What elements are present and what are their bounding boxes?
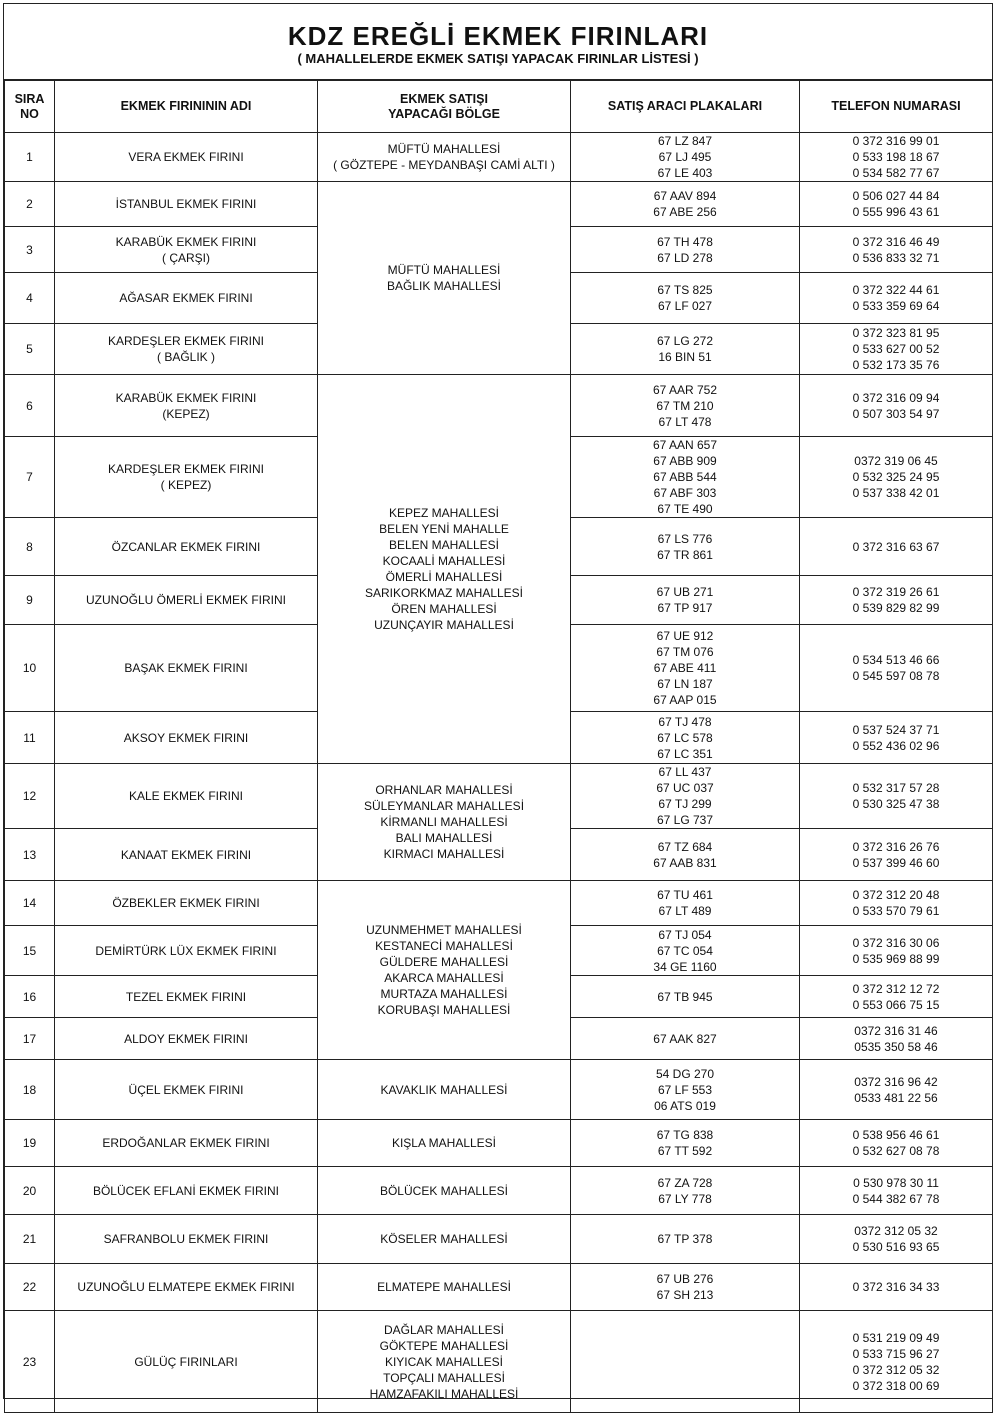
bakery-name: UZUNOĞLU ÖMERLİ EKMEK FIRINI (55, 576, 318, 625)
sales-region: KÖSELER MAHALLESİ (318, 1215, 571, 1264)
phone-numbers: 0372 316 31 46 0535 350 58 46 (800, 1018, 993, 1060)
bakery-name: KANAAT EKMEK FIRINI (55, 829, 318, 881)
row-number: 12 (5, 764, 55, 829)
phone-numbers: 0 372 316 34 33 (800, 1264, 993, 1311)
sales-region: MÜFTÜ MAHALLESİ BAĞLIK MAHALLESİ (318, 182, 571, 375)
table-row (5, 1167, 993, 1215)
bakery-name: AKSOY EKMEK FIRINI (55, 712, 318, 764)
vehicle-plates: 67 TP 378 (571, 1215, 800, 1264)
row-number: 9 (5, 576, 55, 625)
phone-numbers: 0 537 524 37 71 0 552 436 02 96 (800, 712, 993, 764)
column-header-no: SIRA NO (5, 81, 55, 133)
table-row (5, 1264, 993, 1311)
row-number: 8 (5, 518, 55, 576)
vehicle-plates: 67 AAV 894 67 ABE 256 (571, 182, 800, 227)
table-body (5, 133, 993, 1413)
vehicle-plates: 67 TZ 684 67 AAB 831 (571, 829, 800, 881)
row-number: 22 (5, 1264, 55, 1311)
vehicle-plates: 67 TJ 478 67 LC 578 67 LC 351 (571, 712, 800, 764)
document-sheet (3, 3, 993, 1399)
vehicle-plates: 67 LG 272 16 BIN 51 (571, 324, 800, 375)
document-subtitle: ( MAHALLELERDE EKMEK SATIŞI YAPACAK FIRINLAR LİSTESİ ) (297, 51, 699, 66)
vehicle-plates: 67 TJ 054 67 TC 054 34 GE 1160 (571, 926, 800, 976)
vehicle-plates: 67 LZ 847 67 LJ 495 67 LE 403 (571, 133, 800, 182)
bakery-name: SAFRANBOLU EKMEK FIRINI (55, 1215, 318, 1264)
row-number: 17 (5, 1018, 55, 1060)
phone-numbers: 0 538 956 46 61 0 532 627 08 78 (800, 1120, 993, 1167)
column-header-plates: SATIŞ ARACI PLAKALARI (571, 81, 800, 133)
table-row (5, 1215, 993, 1264)
table-row (5, 1311, 993, 1413)
bakery-name: KARDEŞLER EKMEK FIRINI ( KEPEZ) (55, 437, 318, 518)
phone-numbers: 0 372 316 09 94 0 507 303 54 97 (800, 375, 993, 437)
bakery-name: VERA EKMEK FIRINI (55, 133, 318, 182)
sales-region: KAVAKLIK MAHALLESİ (318, 1060, 571, 1120)
bakery-name: ALDOY EKMEK FIRINI (55, 1018, 318, 1060)
table-row (5, 1060, 993, 1120)
table-row (5, 133, 993, 182)
phone-numbers: 0 372 316 46 49 0 536 833 32 71 (800, 227, 993, 273)
column-header-name: EKMEK FIRINININ ADI (55, 81, 318, 133)
sales-region: KEPEZ MAHALLESİ BELEN YENİ MAHALLE BELEN MAHALLESİ KOCAALİ MAHALLESİ ÖMERLİ MAHALLESİ SARIKORKMAZ MAHALLESİ ÖREN MAHALLESİ UZUNÇAYIR MAHALLESİ (318, 375, 571, 764)
bakery-name: BÖLÜCEK EFLANİ EKMEK FIRINI (55, 1167, 318, 1215)
row-number: 10 (5, 625, 55, 712)
phone-numbers: 0 372 319 26 61 0 539 829 82 99 (800, 576, 993, 625)
phone-numbers: 0372 312 05 32 0 530 516 93 65 (800, 1215, 993, 1264)
row-number: 3 (5, 227, 55, 273)
bakery-name: DEMİRTÜRK LÜX EKMEK FIRINI (55, 926, 318, 976)
bakery-name: TEZEL EKMEK FIRINI (55, 976, 318, 1018)
bakery-name: BAŞAK EKMEK FIRINI (55, 625, 318, 712)
phone-numbers: 0 372 316 99 01 0 533 198 18 67 0 534 582 77 67 (800, 133, 993, 182)
phone-numbers: 0 534 513 46 66 0 545 597 08 78 (800, 625, 993, 712)
row-number: 23 (5, 1311, 55, 1413)
phone-numbers: 0 532 317 57 28 0 530 325 47 38 (800, 764, 993, 829)
bakery-name: İSTANBUL EKMEK FIRINI (55, 182, 318, 227)
phone-numbers: 0372 319 06 45 0 532 325 24 95 0 537 338 42 01 (800, 437, 993, 518)
row-number: 18 (5, 1060, 55, 1120)
bakery-name: GÜLÜÇ FIRINLARI (55, 1311, 318, 1413)
sales-region: KIŞLA MAHALLESİ (318, 1120, 571, 1167)
vehicle-plates: 67 LS 776 67 TR 861 (571, 518, 800, 576)
column-header-phones: TELEFON NUMARASI (800, 81, 993, 133)
phone-numbers: 0 372 322 44 61 0 533 359 69 64 (800, 273, 993, 324)
sales-region: BÖLÜCEK MAHALLESİ (318, 1167, 571, 1215)
phone-numbers: 0 372 316 63 67 (800, 518, 993, 576)
phone-numbers: 0 530 978 30 11 0 544 382 67 78 (800, 1167, 993, 1215)
row-number: 14 (5, 881, 55, 926)
bakery-name: ÖZCANLAR EKMEK FIRINI (55, 518, 318, 576)
vehicle-plates: 54 DG 270 67 LF 553 06 ATS 019 (571, 1060, 800, 1120)
table-row (5, 375, 993, 437)
row-number: 1 (5, 133, 55, 182)
phone-numbers: 0 372 316 30 06 0 535 969 88 99 (800, 926, 993, 976)
row-number: 13 (5, 829, 55, 881)
vehicle-plates: 67 UB 271 67 TP 917 (571, 576, 800, 625)
row-number: 5 (5, 324, 55, 375)
bakery-name: AĞASAR EKMEK FIRINI (55, 273, 318, 324)
sales-region: UZUNMEHMET MAHALLESİ KESTANECİ MAHALLESİ GÜLDERE MAHALLESİ AKARCA MAHALLESİ MURTAZA MAHALLESİ KORUBAŞI MAHALLESİ (318, 881, 571, 1060)
row-number: 21 (5, 1215, 55, 1264)
bakery-name: KARABÜK EKMEK FIRINI ( ÇARŞI) (55, 227, 318, 273)
table-row (5, 881, 993, 926)
document-title: KDZ EREĞLİ EKMEK FIRINLARI (287, 21, 709, 51)
row-number: 15 (5, 926, 55, 976)
phone-numbers: 0372 316 96 42 0533 481 22 56 (800, 1060, 993, 1120)
bakery-name: KARDEŞLER EKMEK FIRINI ( BAĞLIK ) (55, 324, 318, 375)
vehicle-plates: 67 AAN 657 67 ABB 909 67 ABB 544 67 ABF 303 67 TE 490 (571, 437, 800, 518)
sales-region: MÜFTÜ MAHALLESİ ( GÖZTEPE - MEYDANBAŞI CAMİ ALTI ) (318, 133, 571, 182)
phone-numbers: 0 372 312 20 48 0 533 570 79 61 (800, 881, 993, 926)
bakery-name: ÖZBEKLER EKMEK FIRINI (55, 881, 318, 926)
bakery-name: KALE EKMEK FIRINI (55, 764, 318, 829)
table-row (5, 182, 993, 227)
vehicle-plates: 67 TS 825 67 LF 027 (571, 273, 800, 324)
row-number: 6 (5, 375, 55, 437)
bakery-name: UZUNOĞLU ELMATEPE EKMEK FIRINI (55, 1264, 318, 1311)
column-header-region: EKMEK SATIŞI YAPACAĞI BÖLGE (318, 81, 571, 133)
vehicle-plates: 67 TH 478 67 LD 278 (571, 227, 800, 273)
vehicle-plates: 67 TB 945 (571, 976, 800, 1018)
table-row (5, 1120, 993, 1167)
row-number: 11 (5, 712, 55, 764)
phone-numbers: 0 372 312 12 72 0 553 066 75 15 (800, 976, 993, 1018)
bakery-name: ERDOĞANLAR EKMEK FIRINI (55, 1120, 318, 1167)
vehicle-plates: 67 UB 276 67 SH 213 (571, 1264, 800, 1311)
vehicle-plates: 67 LL 437 67 UC 037 67 TJ 299 67 LG 737 (571, 764, 800, 829)
row-number: 19 (5, 1120, 55, 1167)
vehicle-plates: 67 AAK 827 (571, 1018, 800, 1060)
sales-region: ORHANLAR MAHALLESİ SÜLEYMANLAR MAHALLESİ KİRMANLI MAHALLESİ BALI MAHALLESİ KIRMACI MAHALLESİ (318, 764, 571, 881)
phone-numbers: 0 531 219 09 49 0 533 715 96 27 0 372 312 05 32 0 372 318 00 69 (800, 1311, 993, 1413)
table-row (5, 764, 993, 829)
phone-numbers: 0 506 027 44 84 0 555 996 43 61 (800, 182, 993, 227)
row-number: 16 (5, 976, 55, 1018)
vehicle-plates: 67 TU 461 67 LT 489 (571, 881, 800, 926)
bakery-table (4, 80, 993, 1413)
row-number: 2 (5, 182, 55, 227)
row-number: 20 (5, 1167, 55, 1215)
row-number: 4 (5, 273, 55, 324)
vehicle-plates: 67 TG 838 67 TT 592 (571, 1120, 800, 1167)
bakery-name: ÜÇEL EKMEK FIRINI (55, 1060, 318, 1120)
phone-numbers: 0 372 316 26 76 0 537 399 46 60 (800, 829, 993, 881)
vehicle-plates (571, 1311, 800, 1413)
phone-numbers: 0 372 323 81 95 0 533 627 00 52 0 532 173 35 76 (800, 324, 993, 375)
vehicle-plates: 67 UE 912 67 TM 076 67 ABE 411 67 LN 187 67 AAP 015 (571, 625, 800, 712)
document-header (4, 4, 992, 80)
sales-region: ELMATEPE MAHALLESİ (318, 1264, 571, 1311)
sales-region: DAĞLAR MAHALLESİ GÖKTEPE MAHALLESİ KIYICAK MAHALLESİ TOPÇALI MAHALLESİ HAMZAFAKILI MAHALLESİ (318, 1311, 571, 1413)
row-number: 7 (5, 437, 55, 518)
vehicle-plates: 67 AAR 752 67 TM 210 67 LT 478 (571, 375, 800, 437)
bakery-name: KARABÜK EKMEK FIRINI (KEPEZ) (55, 375, 318, 437)
vehicle-plates: 67 ZA 728 67 LY 778 (571, 1167, 800, 1215)
